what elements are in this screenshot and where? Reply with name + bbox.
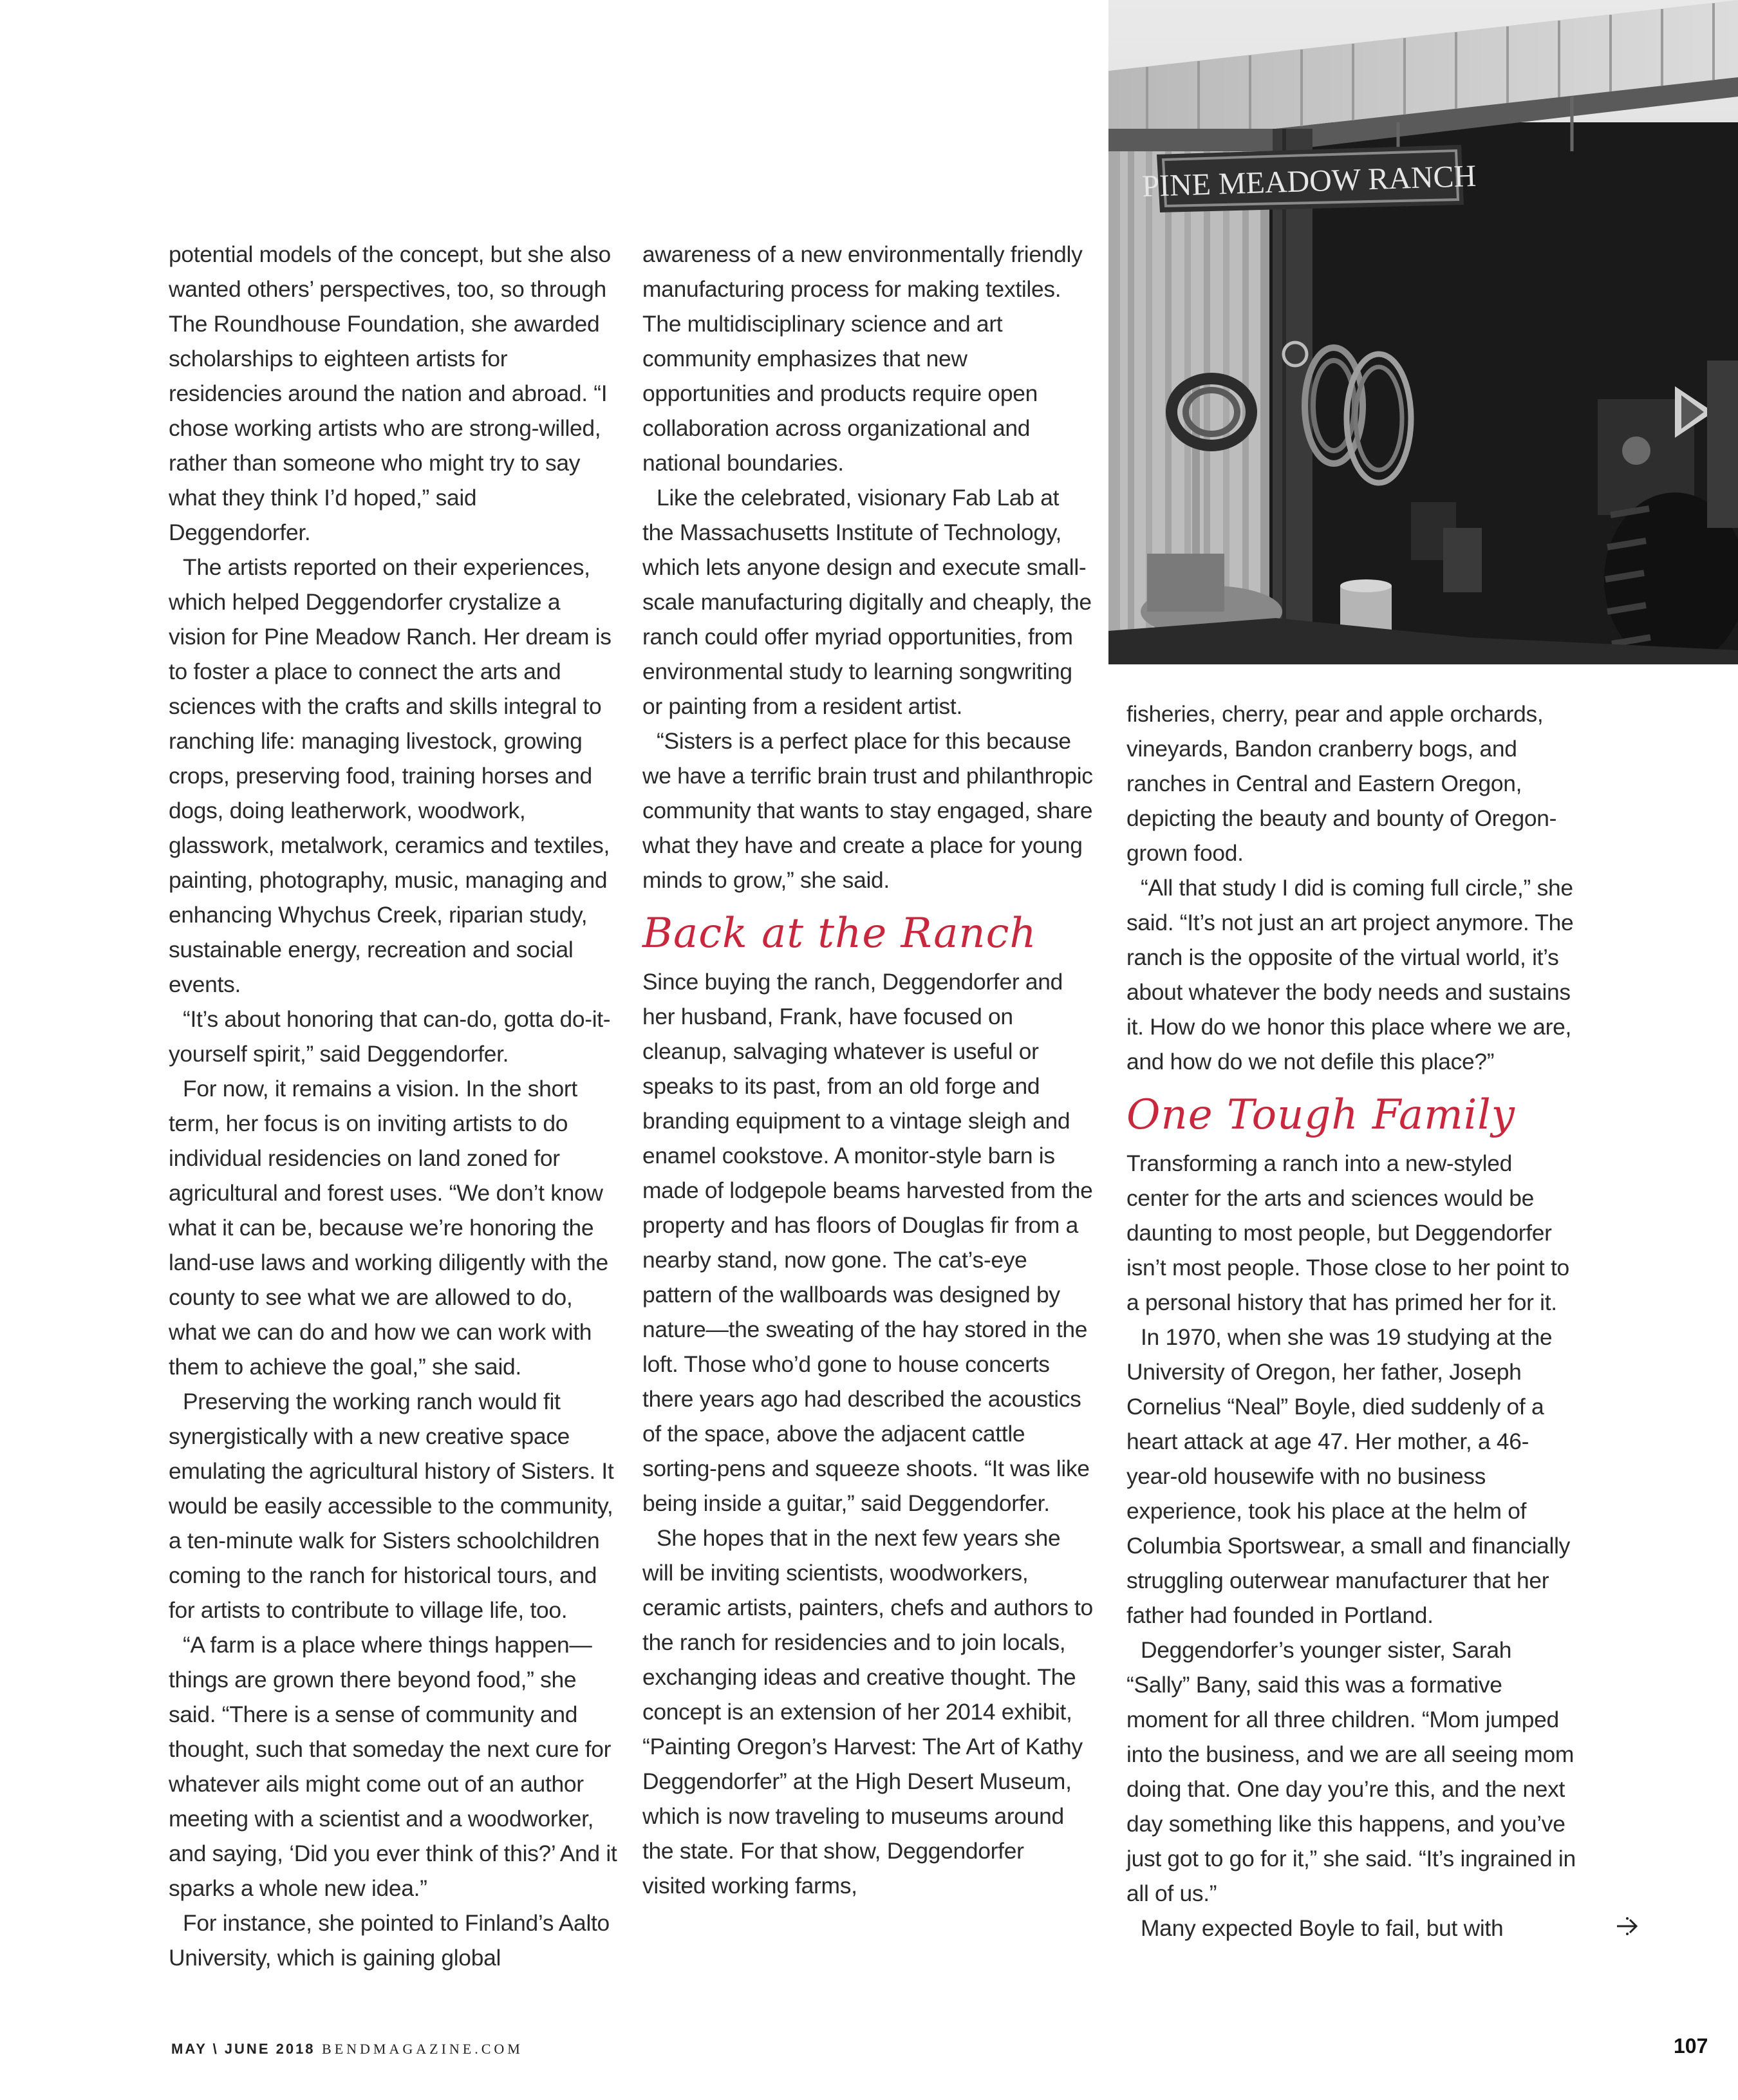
article-column-1 [169, 237, 619, 1975]
paragraph: “It’s about honoring that can-do, gotta do-it-yourself spirit,” said Deggendorfer. [169, 1006, 611, 1067]
paragraph: The artists reported on their experiences, which helped Deggendorfer crystalize a vision for Pine Meadow Ranch. Her dream is to foster a place to connect the arts and sciences with the crafts and skills integral to ranching life: managing livestock, growing crops, preserving food, training horses and dogs, doing leatherwork, woodwork, glasswork, metalwork, ceramics and textiles, painting, photography, music, managing and enhancing Whychus Creek, riparian study, sustainable energy, recreation and social events. [169, 554, 612, 997]
paragraph: fisheries, cherry, pear and apple orchards, vineyards, Bandon cranberry bogs, and ranches in Central and Eastern Oregon, depicting the beauty and bounty of Oregon-grown food. [1126, 701, 1557, 866]
paragraph: “Sisters is a perfect place for this because we have a terrific brain trust and philanthropic community that wants to stay engaged, share what they have and create a place for young minds to grow,” she said. [642, 728, 1093, 893]
paragraph: “All that study I did is coming full circle,” she said. “It’s not just an art project anymore. The ranch is the opposite of the virtual world, it’s about whatever the body needs and sustains it. How do we honor this place where we are, and how do we not defile this place?” [1126, 875, 1574, 1074]
magazine-website: BENDMAGAZINE.COM [322, 2041, 523, 2057]
paragraph: She hopes that in the next few years she will be inviting scientists, woodworkers, ceramic artists, painters, chefs and authors to the ranch for residencies and to join locals, exchanging ideas and creative thought. The concept is an extension of her 2014 exhibit, “Painting Oregon’s Harvest: The Art of Kathy Deggendorfer” at the High Desert Museum, which is now traveling to museums around the state. For that show, Deggendorfer visited working farms, [642, 1525, 1093, 1898]
tractor-icon [1598, 361, 1738, 664]
paragraph: In 1970, when she was 19 studying at the University of Oregon, her father, Joseph Cornelius “Neal” Boyle, died suddenly of a heart attack at age 47. Her mother, a 46-year-old housewife with no business experience, took his place at the helm of Columbia Sportswear, a small and financially struggling outerwear manufacturer that her father had founded in Portland. [1126, 1324, 1571, 1628]
paragraph: awareness of a new environmentally friendly manufacturing process for making textiles. The multidisciplinary science and art community emphasizes that new opportunities and products require open collaboration across organizational and national boundaries. [642, 241, 1083, 476]
paragraph: Transforming a ranch into a new-styled center for the arts and sciences would be daunting to most people, but Deggendorfer isn’t most people. Those close to her point to a personal history that has primed her for it. [1126, 1150, 1569, 1315]
paragraph: Preserving the working ranch would fit synergistically with a new creative space emulating the agricultural history of Sisters. It would be easily accessible to the community, a ten-minute walk for Sisters schoolchildren coming to the ranch for historical tours, and for artists to contribute to village life, too. [169, 1389, 614, 1623]
ranch-sign [1141, 145, 1477, 212]
paragraph: Since buying the ranch, Deggendorfer and her husband, Frank, have focused on cleanup, salvaging whatever is useful or speaks to its past, from an old forge and branding equipment to a vintage sleigh and enamel cookstove. A monitor-style barn is made of lodgepole beams harvested from the property and has floors of Douglas fir from a nearby stand, now gone. The cat’s-eye pattern of the wallboards was designed by nature—the sweating of the hay stored in the loft. Those who’d gone to house concerts there years ago had described the acoustics of the space, above the adjacent cattle sorting-pens and squeeze shoots. “It was like being inside a guitar,” said Deggendorfer. [642, 969, 1093, 1516]
footer-issue-line [171, 2041, 523, 2058]
paragraph: Many expected Boyle to fail, but with [1141, 1915, 1504, 1941]
page-number: 107 [1674, 2034, 1708, 2058]
article-column-3 [1126, 697, 1577, 1945]
paragraph: Deggendorfer’s younger sister, Sarah “Sally” Bany, said this was a formative moment for all three children. “Mom jumped into the business, and we are all seeing mom doing that. One day you’re this, and the next day something like this happens, and you’ve just got to go for it,” she said. “It’s ingrained in all of us.” [1126, 1637, 1576, 1906]
article-column-2 [642, 237, 1093, 1903]
sign-text: PINE MEADOW RANCH [1141, 158, 1477, 204]
paragraph: Like the celebrated, visionary Fab Lab at the Massachusetts Institute of Technology, which lets anyone design and execute small-scale manufacturing digitally and cheaply, the ranch could offer myriad opportunities, from environmental study to learning songwriting or painting from a resident artist. [642, 485, 1092, 719]
section-heading-back-at-the-ranch: Back at the Ranch [642, 910, 1037, 957]
paragraph: For instance, she pointed to Finland’s Aalto University, which is gaining global [169, 1910, 610, 1971]
paragraph: potential models of the concept, but she also wanted others’ perspectives, too, so through The Roundhouse Foundation, she awarded scholarships to eighteen artists for residencies around the nation and abroad. “I chose working artists who are strong-willed, rather than someone who might try to say what they think I’d hoped,” said Deggendorfer. [169, 241, 611, 545]
section-heading-one-tough-family: One Tough Family [1126, 1091, 1515, 1139]
paragraph: “A farm is a place where things happen—things are grown there beyond food,” she said. “There is a sense of community and thought, such that someday the next cure for whatever ails might come out of an author meeting with a scientist and a woodworker, and saying, ‘Did you ever think of this?’ And it sparks a whole new idea.” [169, 1632, 617, 1901]
issue-date: MAY \ JUNE 2018 [171, 2041, 315, 2057]
barn-illustration [1108, 0, 1738, 664]
ranch-photo [1108, 0, 1738, 664]
continued-arrow-icon [1614, 1913, 1640, 1942]
paragraph: For now, it remains a vision. In the short term, her focus is on inviting artists to do individual residencies on land zoned for agricultural and forest uses. “We don’t know what it can be, because we’re honoring the land-use laws and working diligently with the county to see what we are allowed to do, what we can do and how we can work with them to achieve the goal,” she said. [169, 1076, 608, 1380]
